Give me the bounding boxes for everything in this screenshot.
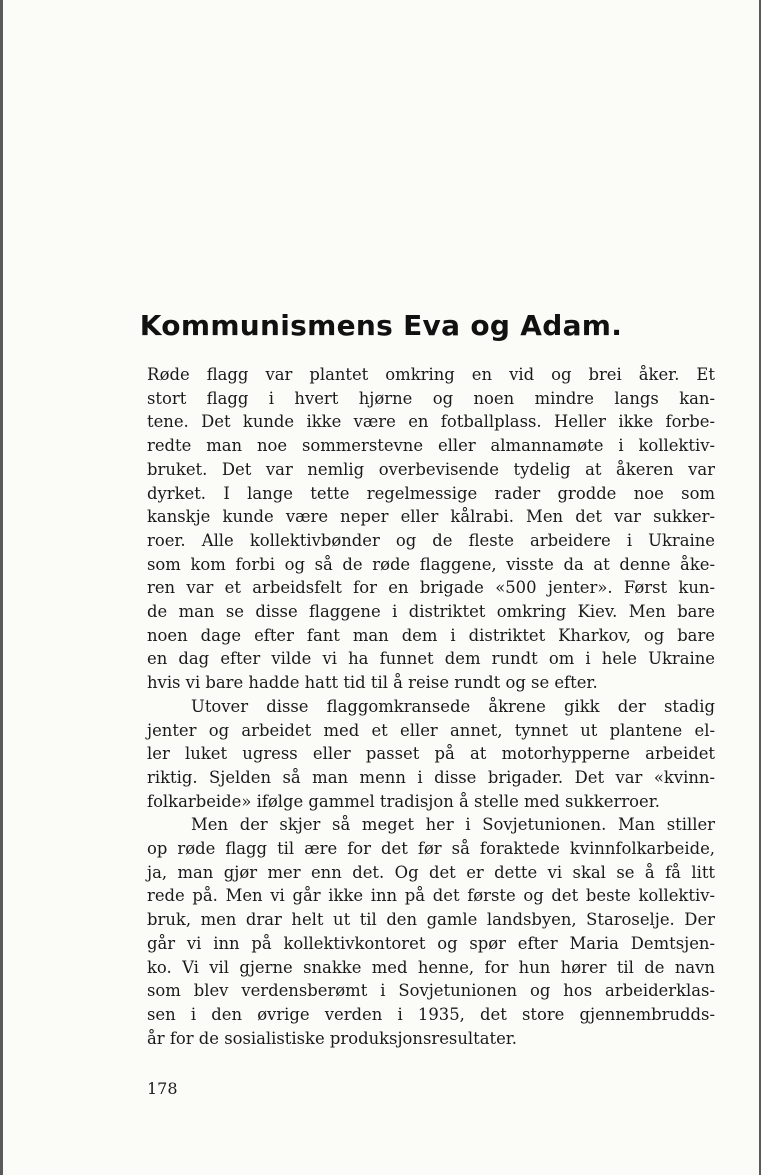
text-line: roer. Alle kollektivbønder og de fleste arbeidere i Ukraine — [147, 530, 715, 550]
text-line: Utover disse flaggomkransede åkrene gikk der stadig — [191, 696, 715, 716]
text-line: bruket. Det var nemlig overbevisende tydelig at åkeren var — [147, 459, 715, 479]
text-line: de man se disse flaggene i distriktet omkring Kiev. Men bare — [147, 602, 715, 622]
text-line: som blev verdensberømt i Sovjetunionen og hos arbeiderklas- — [147, 981, 715, 1001]
book-page — [3, 0, 759, 1175]
text-line: folkarbeide» ifølge gammel tradisjon å stelle med sukkerroer. — [147, 791, 660, 811]
text-line: redte man noe sommerstevne eller almannamøte i kollektiv- — [147, 436, 715, 456]
paragraph — [147, 695, 715, 814]
page-number: 178 — [147, 1079, 178, 1098]
text-line: ler luket ugress eller passet på at motorhypperne arbeidet — [147, 744, 715, 764]
text-line: hvis vi bare hadde hatt tid til å reise rundt og se efter. — [147, 673, 598, 693]
text-line: som kom forbi og så de røde flaggene, visste da at denne åke- — [147, 554, 715, 574]
text-line: bruk, men drar helt ut til den gamle landsbyen, Staroselje. Der — [147, 910, 715, 930]
text-line: rede på. Men vi går ikke inn på det første og det beste kollektiv- — [147, 886, 715, 906]
text-line: Men der skjer så meget her i Sovjetunionen. Man stiller — [191, 815, 715, 835]
paragraph — [147, 363, 715, 695]
chapter-title: Kommunismens Eva og Adam. — [139, 309, 623, 342]
text-line: sen i den øvrige verden i 1935, det store gjennembrudds- — [147, 1004, 715, 1024]
text-line: ko. Vi vil gjerne snakke med henne, for hun hører til de navn — [147, 957, 715, 977]
paragraph — [147, 813, 715, 1050]
text-line: riktig. Sjelden så man menn i disse brigader. Det var «kvinn- — [147, 767, 715, 787]
text-line: dyrket. I lange tette regelmessige rader grodde noe som — [147, 483, 715, 503]
text-line: op røde flagg til ære for det før så foraktede kvinnfolkarbeide, — [147, 839, 715, 859]
text-line: en dag efter vilde vi ha funnet dem rundt om i hele Ukraine — [147, 649, 715, 669]
text-line: ren var et arbeidsfelt for en brigade «500 jenter». Først kun- — [147, 578, 715, 598]
text-line: år for de sosialistiske produksjonsresultater. — [147, 1028, 518, 1048]
text-line: stort flagg i hvert hjørne og noen mindre langs kan- — [147, 388, 715, 408]
text-line: Røde flagg var plantet omkring en vid og brei åker. Et — [147, 365, 715, 384]
text-line: ja, man gjør mer enn det. Og det er dette vi skal se å få litt — [147, 862, 715, 882]
body-text — [147, 363, 715, 1050]
text-line: jenter og arbeidet med et eller annet, tynnet ut plantene el- — [147, 720, 715, 740]
text-line: går vi inn på kollektivkontoret og spør efter Maria Demtsjen- — [147, 933, 715, 953]
text-line: tene. Det kunde ikke være en fotballplass. Heller ikke forbe- — [147, 412, 715, 432]
text-line: kanskje kunde være neper eller kålrabi. Men det var sukker- — [147, 507, 715, 527]
text-line: noen dage efter fant man dem i distriktet Kharkov, og bare — [147, 625, 715, 645]
